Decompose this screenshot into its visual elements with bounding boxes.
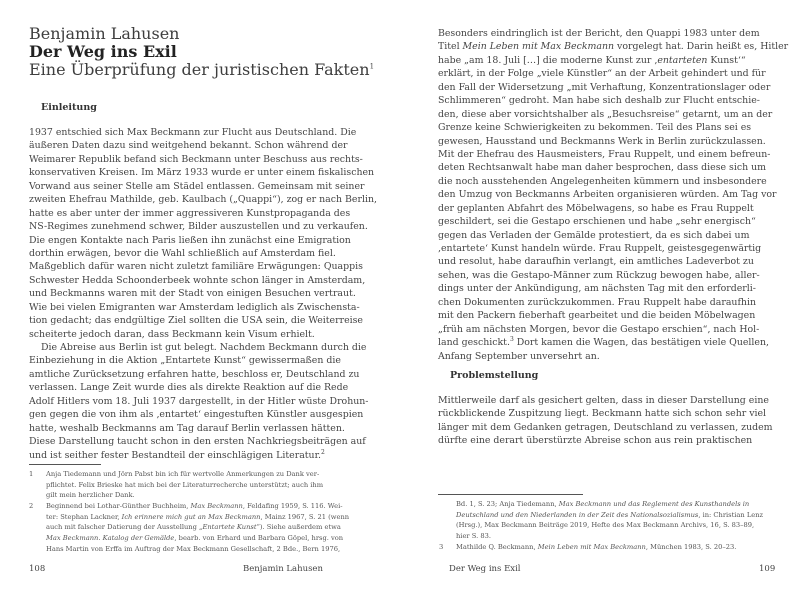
text-line (438, 54, 788, 67)
text-line (29, 408, 377, 421)
italic-title: Deutschland und den Niederlanden in der Zeit des Nationalsozialismus (456, 510, 699, 519)
footnotes (29, 469, 349, 555)
text-line: Maßgeblich dafür waren nicht zuletzt familiäre Erwägungen: Quappis (29, 261, 363, 273)
text-line (438, 323, 788, 336)
text-run: sehen, was die Gestapo-Männer zum Rückzug bewogen habe, aller- (438, 269, 760, 281)
text-line (29, 449, 377, 462)
text-run: land geschickt. (438, 337, 510, 349)
text-line: dürfte eine derart überstürzte Abreise schon aus rein praktischen (438, 435, 753, 447)
text-run: Die Abreise aus Berlin ist gut belegt. Nachdem Beckmann durch die (41, 342, 367, 353)
text-line (438, 148, 788, 161)
subtitle-text: Eine Überprüfung der juristischen Fakten (29, 60, 370, 79)
text-line (438, 121, 788, 134)
text-run: Grenze keine Schwierigkeiten zu bekommen. Teil des Plans sei es (438, 122, 752, 134)
text-run: deten Rechtsanwalt habe man daher besprochen, dass diese sich um (438, 162, 767, 174)
text-line (29, 395, 377, 408)
text-run: gegen das Verladen der Gemälde protestiert, da es sich dabei um (438, 229, 750, 241)
text-run: Kunst‘“ (707, 54, 746, 66)
text-line (29, 368, 377, 381)
chapter-title: Der Weg ins Exil (29, 42, 177, 61)
text-run: (Hrsg.), Max Beckmann Beiträge 2019, Hefte des Max Beckmann Archivs, 16, S. 83–89, (456, 521, 755, 530)
text-line: Vorwand aus seiner Stelle am Städel entlassen. Gemeinsam mit seiner (29, 180, 365, 192)
text-run: den Umzug von Beckmanns Arbeiten organisieren würden. Am Tag vor (438, 189, 777, 201)
text-run: Diese Darstellung taucht schon in den ersten Nachkriegsbeiträgen auf (29, 436, 366, 448)
text-run: den Fall der Widersetzung „mit Verhaftung, Konzentrationslager oder (438, 81, 771, 93)
text-line (456, 499, 763, 510)
section-heading-problemstellung: Problemstellung (450, 370, 539, 381)
text-run: , München 1983, S. 20–23. (645, 542, 737, 551)
text-line (456, 531, 763, 542)
page-number: 109 (759, 564, 776, 574)
text-line: äußeren Daten dazu sind weitgehend bekannt. Schon während der (29, 140, 348, 152)
text-run: amtliche Zurücksetzung erfahren hatte, beschloss er, Deutschland zu (29, 368, 360, 380)
text-run: habe „am 18. Juli […] die moderne Kunst zur ‚ (438, 54, 658, 66)
text-run: geschildert, sei die Gestapo erschienen und habe „sehr energisch“ (438, 216, 756, 228)
text-run: Bd. 1, S. 23; Anja Tiedemann, (456, 500, 559, 508)
text-run: Beginnend bei Lothar-Günther Buchheim, (46, 502, 191, 511)
text-line (438, 108, 788, 121)
italic-title: Max Beckmann und das Reglement des Kunsthandels in (558, 500, 750, 508)
italic-title: Mein Leben mit Max Beckmann (537, 542, 646, 551)
text-run: “). Siehe außerdem etwa (256, 523, 341, 532)
text-line (438, 188, 788, 201)
text-run: und ist seither fester Bestandteil der einschlägigen Literatur. (29, 449, 322, 461)
text-run: dings unter der Ankündigung, am nächsten Tag mit den erforderli- (438, 283, 756, 295)
italic-title: Max Beckmann (190, 502, 243, 511)
text-run: Dort kamen die Wagen, das bestätigen viele Quellen, (513, 337, 769, 349)
text-line (438, 175, 788, 188)
text-run: chen Dokumenten zurückzukommen. Frau Ruppelt habe daraufhin (438, 296, 756, 308)
text-run: Besonders eindringlich ist der Bericht, den Quappi 1983 unter dem (438, 28, 760, 39)
text-run: Adolf Hitlers vom 18. Juli 1937 dargestellt, in der Hitler wüste Drohun- (29, 395, 369, 407)
text-line (29, 381, 377, 394)
text-line: zweiten Ehefrau Mathilde, geb. Kaulbach („Quappi“), zog er nach Berlin, (29, 194, 377, 206)
footnote-divider (29, 464, 101, 465)
text-line (456, 542, 763, 553)
text-line (456, 520, 763, 531)
text-line: gilt mein herzlicher Dank. (46, 491, 135, 500)
text-line: Mittlerweile darf als gesichert gelten, dass in dieser Darstellung eine (438, 395, 769, 406)
footnote-ref[interactable]: 2 (321, 448, 325, 456)
chapter-subtitle (29, 61, 374, 79)
text-line (438, 202, 788, 215)
text-line: Schwester Hedda Schoonderbeek wohnte schon länger in Amsterdam, (29, 274, 366, 286)
text-line: NS-Regimes zunehmend schwer, Bilder auszustellen und zu verkaufen. (29, 221, 368, 233)
text-line (46, 512, 349, 523)
footnote (29, 469, 349, 501)
text-run: Titel (438, 41, 463, 53)
footnote-ref[interactable]: 1 (369, 62, 375, 71)
text-line: Wie bei vielen Emigranten war Amsterdam lediglich als Zwischensta- (29, 301, 360, 313)
text-line (438, 215, 788, 228)
text-line (438, 242, 788, 255)
footnote-ref[interactable]: 3 (509, 335, 514, 343)
text-line (438, 255, 788, 268)
footnote (439, 542, 763, 553)
text-line: länger mit dem Gedanken getragen, Deutschland zu verlassen, zudem (438, 421, 773, 433)
text-run: erklärt, in der Folge „viele Künstler“ an der Arbeit gehindert und für (438, 68, 766, 80)
text-line (29, 422, 377, 435)
text-run: , Feldafing 1959, S. 116. Wei- (242, 502, 343, 511)
text-run: den, diese aber vorsichtshalber als „Besuchsreise“ getarnt, um an der (438, 108, 773, 120)
text-run: und resolut, habe daraufhin verlangt, ein amtliches Ladeverbot zu (438, 256, 754, 268)
text-line (46, 533, 349, 544)
text-line (46, 501, 349, 512)
text-run: gewesen, Hausstand und Beckmanns Werk in Berlin zurückzulassen. (438, 135, 766, 147)
text-run: ‚entartete‘ Kunst handeln würde. Frau Ruppelt, geistesgegenwärtig (438, 243, 762, 254)
text-line: pflichtet. Felix Brieske hat mich bei der Literaturrecherche unterstützt; auch ihm (46, 480, 324, 489)
right-page (400, 0, 800, 600)
text-line: tion gedacht; das endgültige Ziel sollten die USA sein, die Weiterreise (29, 315, 363, 327)
text-run: der geplanten Abfahrt des Möbelwagens, so habe es Frau Ruppelt (438, 202, 754, 214)
footnote-number: 2 (29, 502, 34, 511)
text-line (438, 81, 788, 94)
text-line (456, 510, 763, 521)
italic-title: Max Beckmann. Katalog der Gemälde (46, 534, 175, 543)
italic-title: Ich erinnere mich gut an Max Beckmann (121, 512, 261, 521)
text-line (29, 341, 377, 354)
text-line (438, 269, 788, 282)
footnote (29, 501, 349, 554)
text-line: hatte es aber unter der immer aggressiveren Kunstpropaganda des (29, 207, 351, 219)
footnote-number: 3 (439, 542, 444, 551)
text-run: Einbeziehung in die Aktion „Entartete Kunst“ gewissermaßen die (29, 355, 341, 367)
text-line: konservativen Kreisen. Im März 1933 wurde er unter einem fiskalischen (29, 167, 375, 179)
text-line: Anja Tiedemann und Jörn Pabst bin ich für wertvolle Anmerkungen zu Dank ver- (46, 470, 320, 478)
text-line: Anfang September unversehrt an. (438, 350, 600, 362)
text-line (438, 40, 788, 53)
text-line (46, 544, 349, 555)
text-run: ter: Stephan Lackner, (46, 512, 122, 521)
paragraph (438, 394, 773, 448)
text-run: hatte, weshalb Beckmanns am Tag darauf Berlin verlassen hätten. (29, 422, 345, 434)
italic-title: entarteten (657, 54, 708, 66)
text-line: Die engen Kontakte nach Paris ließen ihn zunächst eine Emigration (29, 234, 351, 246)
text-line (29, 354, 377, 367)
running-head: Der Weg ins Exil (449, 564, 521, 574)
footnote-number: 1 (29, 470, 34, 478)
italic-title: Mein Leben mit Max Beckmann (462, 41, 615, 53)
chapter-author: Benjamin Lahusen (29, 24, 180, 43)
text-line (438, 282, 788, 295)
paragraph (438, 27, 788, 363)
paragraph (29, 341, 377, 462)
text-line (438, 229, 788, 242)
text-run: gen gegen die von ihm als ‚entartet‘ eingestuften Künstler ausgespien (29, 409, 364, 421)
text-line: rückblickende Zuspitzung liegt. Beckmann hatte sich schon sehr viel (438, 408, 767, 420)
footnote-continuation (456, 499, 763, 542)
left-body-text (29, 126, 377, 462)
footnotes (439, 499, 764, 552)
text-run: mit den Packern fieberhaft gearbeitet und die beiden Möbelwagen (438, 310, 756, 322)
italic-title: Entartete Kunst (202, 523, 257, 532)
text-run: vorgelegt hat. Darin heißt es, Hitler (614, 41, 789, 53)
text-run: verlassen. Lange Zeit wurde dies als direkte Reaktion auf die Rede (29, 382, 349, 394)
text-line (438, 27, 788, 40)
page-number: 108 (29, 564, 46, 574)
text-run: Mathilde Q. Beckmann, (456, 542, 538, 551)
text-line: und Beckmanns waren mit der Stadt von einigen Besuchen vertraut. (29, 288, 356, 300)
text-line (438, 309, 788, 322)
text-line (438, 336, 788, 349)
text-line (438, 94, 788, 107)
text-line: scheiterte jedoch daran, dass Beckmann kein Visum erhielt. (29, 328, 315, 340)
text-run: , in: Christian Lenz (698, 510, 764, 519)
text-run: Schlimmeren“ gedroht. Man habe sich deshalb zur Flucht entschie- (438, 95, 760, 107)
text-line: Weimarer Republik befand sich Beckmann unter Beschuss aus rechts- (29, 153, 363, 165)
text-run: , Mainz 1967, S. 21 (wenn (260, 512, 350, 521)
text-run: „früh am nächsten Morgen, bevor die Gestapo erschien“, nach Hol- (438, 323, 760, 335)
text-line (46, 522, 349, 533)
text-run: Mit der Ehefrau des Hausmeisters, Frau Ruppelt, und einem befreun- (438, 148, 771, 160)
text-line (29, 435, 377, 448)
paragraph (29, 126, 377, 341)
section-heading-einleitung: Einleitung (41, 102, 97, 113)
text-run: hier S. 83. (456, 532, 491, 541)
running-head: Benjamin Lahusen (243, 564, 323, 574)
text-run: auch mit falscher Datierung der Ausstellung „ (46, 523, 203, 532)
text-run: , bearb. von Erhard und Barbara Göpel, hrsg. von (174, 534, 344, 543)
text-run: Hans Martin von Erffa im Auftrag der Max Beckmann Gesellschaft, 2 Bde., Bern 1976, (46, 544, 341, 553)
text-line: dorthin erwägen, bevor die Wahl schließlich auf Amsterdam fiel. (29, 247, 336, 259)
text-line: 1937 entschied sich Max Beckmann zur Flucht aus Deutschland. Die (29, 127, 357, 138)
text-line (438, 135, 788, 148)
footnote-divider (438, 494, 583, 495)
text-line (438, 296, 788, 309)
text-line (438, 161, 788, 174)
text-line (438, 67, 788, 80)
text-run: die noch ausstehenden Angelegenheiten kümmern und insbesondere (438, 175, 767, 187)
